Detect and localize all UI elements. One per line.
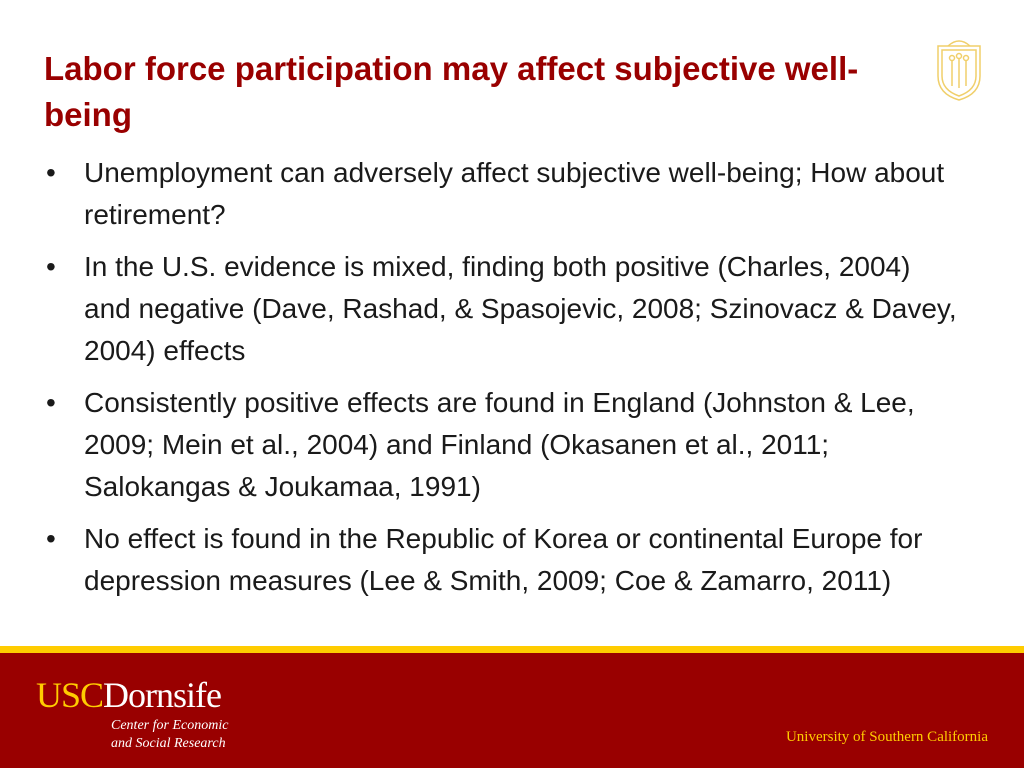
usc-dornsife-logo	[36, 675, 221, 715]
footer-bar	[0, 653, 1024, 768]
bullet-list	[44, 152, 964, 612]
logo-dornsife-text: Dornsife	[103, 675, 221, 715]
center-line-2: and Social Research	[111, 736, 226, 751]
university-name: University of Southern California	[785, 729, 988, 745]
logo-usc-text: USC	[36, 675, 104, 715]
bullet-item: • Consistently positive effects are found in England (Johnston & Lee, 2009; Mein et al., 2004) and Finland (Okasanen et al., 2011; Salokangas & Joukamaa, 1991)	[44, 382, 964, 508]
bullet-item: • No effect is found in the Republic of Korea or continental Europe for depression measures (Lee & Smith, 2009; Coe & Zamarro, 2011)	[44, 518, 964, 602]
bullet-item: • In the U.S. evidence is mixed, finding both positive (Charles, 2004) and negative (Dave, Rashad, & Spasojevic, 2008; Szinovacz & Davey, 2004) effects	[44, 246, 964, 372]
center-name	[111, 717, 228, 753]
bullet-item: • Unemployment can adversely affect subjective well-being; How about retirement?	[44, 152, 964, 236]
center-line-1: Center for Economic	[111, 718, 229, 733]
slide-title: Labor force participation may affect subjective well-being	[44, 50, 859, 133]
footer-gold-stripe	[0, 646, 1024, 653]
usc-seal-icon	[930, 36, 988, 102]
